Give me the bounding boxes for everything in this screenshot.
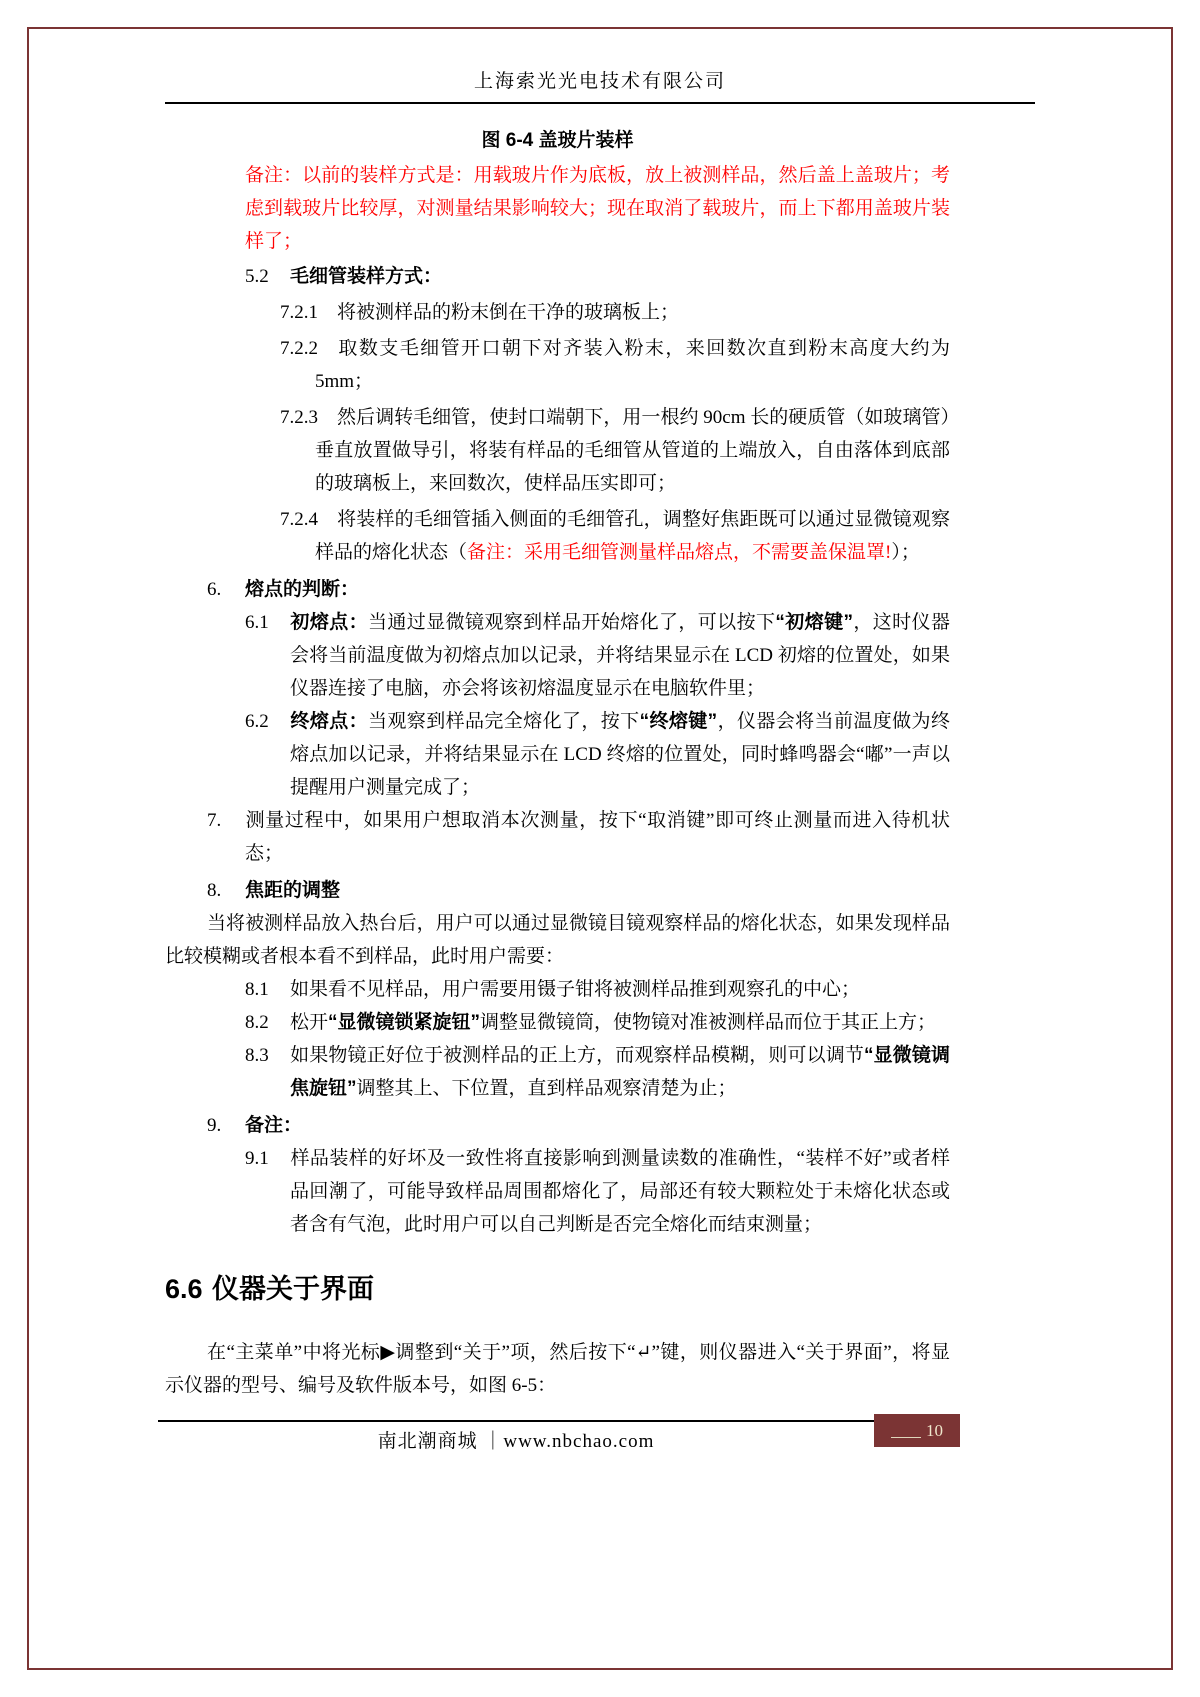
item-number: 6.2 bbox=[245, 711, 269, 732]
list-item-8-1 bbox=[165, 973, 950, 1006]
item-number: 8.1 bbox=[245, 979, 269, 1000]
text-segment: ）； bbox=[891, 542, 920, 563]
heading-6 bbox=[165, 573, 950, 606]
text-segment: 初熔点： bbox=[290, 612, 368, 633]
footer-site-text: 南北潮商城 ｜www.nbchao.com bbox=[377, 1431, 655, 1452]
text-segment: 如果物镜正好位于被测样品的正上方，而观察样品模糊，则可以调节 bbox=[290, 1045, 864, 1066]
text-segment: 备注：采用毛细管测量样品熔点，不需要盖保温罩! bbox=[467, 542, 892, 563]
item-number: 7. bbox=[207, 810, 222, 831]
item-number: 6.1 bbox=[245, 612, 269, 633]
list-item-7-2-1 bbox=[165, 296, 950, 329]
text-segment: 备注：以前的装样方式是：用载玻片作为底板，放上被测样品，然后盖上盖玻片；考虑到载玻片比较厚，对测量结果影响较大；现在取消了载玻片，而上下都用盖玻片装样了； bbox=[245, 165, 950, 252]
item-number: 7.2.1 bbox=[280, 302, 318, 323]
heading-9 bbox=[165, 1109, 950, 1142]
document-body bbox=[165, 116, 950, 1402]
item-number: 8.2 bbox=[245, 1012, 269, 1033]
text-segment: 测量过程中，如果用户想取消本次测量，按下“取消键”即可终止测量而进入待机状态； bbox=[245, 810, 950, 864]
page-number-badge bbox=[874, 1414, 960, 1447]
item-number: 7.2.3 bbox=[280, 407, 318, 428]
text-segment: “显微镜调焦旋钮” bbox=[290, 1045, 950, 1099]
figure-caption bbox=[165, 124, 950, 157]
text-segment: 当通过显微镜观察到样品开始熔化了，可以按下 bbox=[368, 612, 776, 633]
item-number: 7.2.2 bbox=[280, 338, 318, 359]
paragraph-focus-intro bbox=[165, 907, 950, 973]
list-item-7 bbox=[165, 804, 950, 870]
section-heading-6-6 bbox=[165, 1273, 950, 1306]
text-segment: “显微镜锁紧旋钮” bbox=[328, 1012, 481, 1033]
company-name: 上海索光光电技术有限公司 bbox=[473, 71, 726, 92]
list-item-8-2 bbox=[165, 1006, 950, 1039]
page-number-underline bbox=[891, 1437, 921, 1438]
item-number: 8.3 bbox=[245, 1045, 269, 1066]
item-number: 5.2 bbox=[245, 266, 269, 287]
text-segment: 然后调转毛细管，使封口端朝下，用一根约 90cm 长的硬质管（如玻璃管）垂直放置做导引，将装有样品的毛细管从管道的上端放入，自由落体到底部的玻璃板上，来回数次，使样品压实即可； bbox=[315, 407, 950, 494]
text-segment: 调整显微镜筒，使物镜对准被测样品而位于其正上方； bbox=[480, 1012, 937, 1033]
text-segment: 调整其上、下位置，直到样品观察清楚为止； bbox=[356, 1078, 737, 1099]
text-segment: 当将被测样品放入热台后，用户可以通过显微镜目镜观察样品的熔化状态，如果发现样品比较模糊或者根本看不到样品，此时用户需要： bbox=[165, 913, 950, 967]
text-segment: 在“主菜单”中将光标▶调整到“关于”项，然后按下“↵”键，则仪器进入“关于界面”，将显示仪器的型号、编号及软件版本号，如图 6-5： bbox=[165, 1342, 950, 1396]
item-number: 8. bbox=[207, 880, 222, 901]
text-segment: “终熔键” bbox=[639, 711, 718, 732]
list-item-6-2 bbox=[165, 705, 950, 804]
list-item-9-1 bbox=[165, 1142, 950, 1241]
text-segment: 仪器关于界面 bbox=[212, 1274, 374, 1304]
text-segment: 熔点的判断： bbox=[245, 579, 360, 600]
list-item-7-2-4 bbox=[165, 503, 950, 569]
text-segment: 毛细管装样方式： bbox=[290, 266, 443, 287]
remark-note bbox=[245, 159, 950, 258]
list-item-8-3 bbox=[165, 1039, 950, 1105]
text-segment: 终熔点： bbox=[290, 711, 368, 732]
text-segment: ，这时仪器会将当前温度做为初熔点加以记录，并将结果显示在 LCD 初熔的位置处，如果仪器连接了电脑，亦会将该初熔温度显示在电脑软件里； bbox=[290, 612, 950, 699]
paragraph-about-screen bbox=[165, 1336, 950, 1402]
item-number: 6. bbox=[207, 579, 222, 600]
text-segment: 样品装样的好坏及一致性将直接影响到测量读数的准确性，“装样不好”或者样品回潮了，可能导致样品周围都熔化了，局部还有较大颗粒处于未熔化状态或者含有气泡，此时用户可以自己判断是否完全熔化而结束测量； bbox=[290, 1148, 950, 1235]
text-segment: 焦距的调整 bbox=[245, 880, 341, 901]
text-segment: 将装样的毛细管插入侧面的毛细管孔，调整好焦距既可以通过显微镜观察样品的熔化状态（ bbox=[315, 509, 950, 563]
list-item-7-2-3 bbox=[165, 401, 950, 500]
document-header bbox=[165, 66, 1035, 104]
text-segment: 备注： bbox=[245, 1115, 303, 1136]
text-segment: 将被测样品的粉末倒在干净的玻璃板上； bbox=[337, 302, 680, 323]
heading-5-2 bbox=[245, 260, 950, 293]
list-item-7-2-2 bbox=[165, 332, 950, 398]
text-segment: 取数支毛细管开口朝下对齐装入粉末，来回数次直到粉末高度大约为 5mm； bbox=[315, 338, 950, 392]
item-number: 6.6 bbox=[165, 1274, 203, 1304]
text-segment: “初熔键” bbox=[775, 612, 853, 633]
footer-rule bbox=[158, 1420, 874, 1422]
text-segment: 当观察到样品完全熔化了，按下 bbox=[368, 711, 640, 732]
list-item-6-1 bbox=[165, 606, 950, 705]
text-segment: ，仪器会将当前温度做为终熔点加以记录，并将结果显示在 LCD 终熔的位置处，同时蜂鸣器会“嘟”一声以提醒用户测量完成了； bbox=[290, 711, 950, 798]
item-number: 7.2.4 bbox=[280, 509, 318, 530]
text-segment: 图 6-4 盖玻片装样 bbox=[481, 130, 634, 151]
item-number: 9. bbox=[207, 1115, 222, 1136]
page-number: 10 bbox=[926, 1420, 943, 1440]
text-segment: 松开 bbox=[290, 1012, 329, 1033]
text-segment: 如果看不见样品，用户需要用镊子钳将被测样品推到观察孔的中心； bbox=[290, 979, 861, 1000]
item-number: 9.1 bbox=[245, 1148, 269, 1169]
document-footer bbox=[158, 1410, 960, 1454]
heading-8 bbox=[165, 874, 950, 907]
